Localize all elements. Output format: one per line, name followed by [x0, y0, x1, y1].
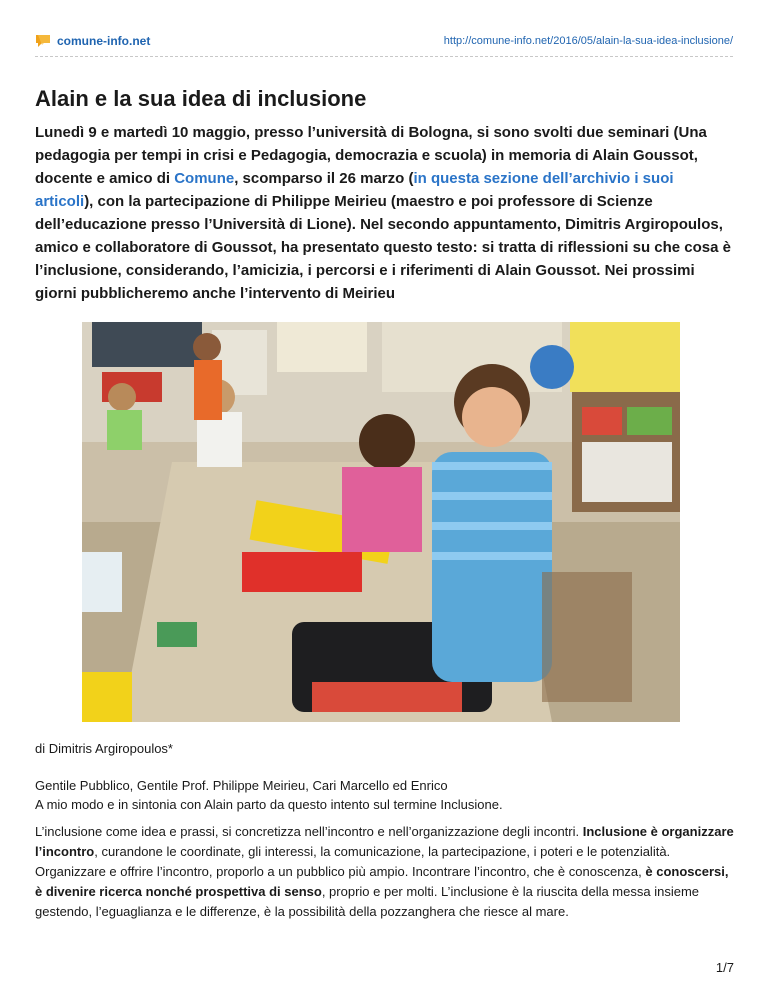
body-bold-2: è conoscersi, è divenire ricerca nonché prospettiva di senso	[35, 864, 729, 899]
header-divider	[35, 56, 733, 57]
article-lead	[35, 121, 735, 305]
body-paragraph	[35, 822, 735, 922]
body-bold-1: Inclusione è organizzare l’incontro	[35, 824, 734, 859]
body-text-1: L’inclusione come idea e prassi, si concretizza nell’incontro e nell’organizzazione degli incontri.	[35, 824, 583, 839]
page-header	[35, 34, 733, 56]
lead-text-3: ), con la partecipazione di Philippe Meirieu (maestro e poi professore di Scienze dell’educazione presso l’Università di Lione). Nel secondo appuntamento, Dimitris Argiropoulos, amico e collaboratore di Goussot, ha presentato questo testo: si tratta di riflessioni su che cosa è l’inclusione, considerando, l’amicizia, i percorsi e i riferimenti di Alain Goussot. Nei prossimi giorni pubblicheremo anche l’intervento di Meirieu	[35, 193, 732, 302]
classroom-photo	[82, 322, 680, 722]
greeting-paragraph	[35, 776, 735, 814]
body-text-3: , proprio e per molti. L’inclusione è la riuscita della messa insieme gestendo, l’eguaglianza e le differenze, è la possibilità della pozzanghera che riesce al mare.	[35, 884, 700, 919]
article-title: Alain e la sua idea di inclusione	[35, 86, 367, 111]
page-url-link[interactable]: http://comune-info.net/2016/05/alain-la-sua-idea-inclusione/	[443, 35, 733, 47]
body-text-2: , curandone le coordinate, gli interessi, la comunicazione, la partecipazione, i poteri e le potenzialità. Organizzare e offrire l’incontro, proporlo a un pubblico più ampio. Incontrare l’incontro, che è conoscenza,	[35, 844, 671, 879]
site-brand[interactable]	[35, 34, 150, 48]
site-name-link[interactable]: comune-info.net	[57, 34, 151, 48]
classroom-illustration	[82, 322, 680, 722]
speech-bubble-icon	[35, 34, 51, 48]
comune-link[interactable]: Comune	[174, 170, 235, 187]
lead-text-2: , scomparso il 26 marzo (	[234, 170, 414, 187]
lead-text-1: Lunedì 9 e martedì 10 maggio, presso l’università di Bologna, si sono svolti due seminari (Una pedagogia per tempi in crisi e Pedagogia, democrazia e scuola) in memoria di Alain Goussot, docente e amico di	[35, 124, 707, 187]
article-byline: di Dimitris Argiropoulos*	[35, 741, 173, 756]
greeting-line-1: Gentile Pubblico, Gentile Prof. Philippe Meirieu, Cari Marcello ed Enrico	[35, 778, 448, 793]
greeting-line-2: A mio modo e in sintonia con Alain parto da questo intento sul termine Inclusione.	[35, 797, 503, 812]
page-number: 1/7	[715, 960, 734, 975]
archive-link[interactable]: in questa sezione dell’archivio i suoi articoli	[35, 170, 674, 210]
